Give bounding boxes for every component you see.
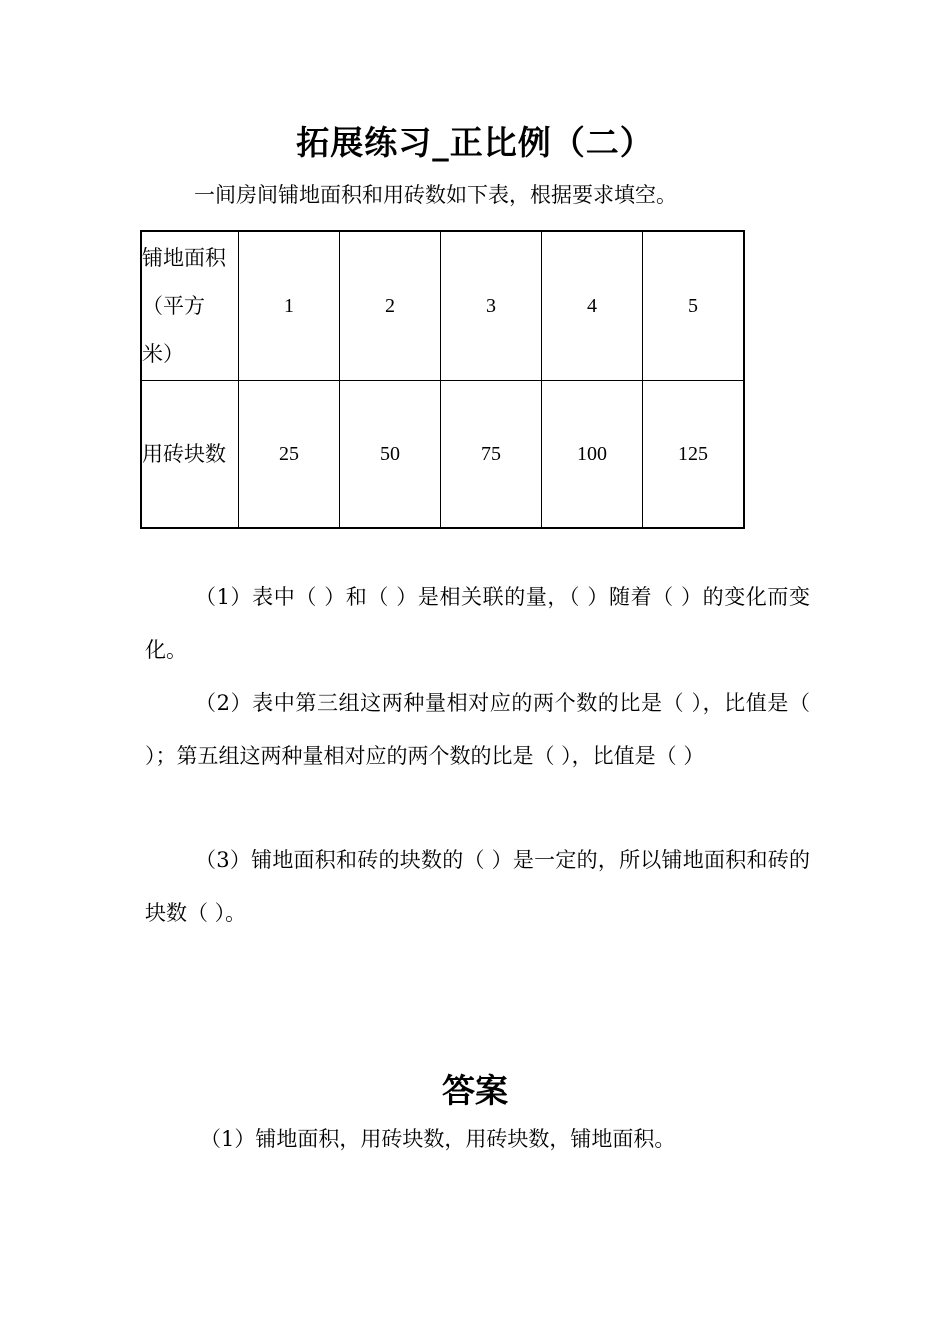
table-cell: 4: [542, 231, 643, 381]
table-cell: 1: [239, 231, 340, 381]
row-header-line: 铺地面积: [142, 246, 226, 270]
question-2: （2）表中第三组这两种量相对应的两个数的比是（ ），比值是（ ）；第五组这两种量相对应的两个数的比是（ ），比值是（ ）: [145, 691, 810, 768]
table-row: [141, 381, 744, 529]
page-title: 拓展练习_正比例（二）: [296, 123, 654, 162]
intro-text: 一间房间铺地面积和用砖数如下表，根据要求填空。: [194, 183, 677, 207]
question-3: （3）铺地面积和砖的块数的（ ）是一定的，所以铺地面积和砖的块数（ ）。: [145, 848, 810, 925]
table-cell: 50: [340, 381, 441, 529]
question-1: （1）表中（ ）和（ ）是相关联的量，（ ）随着（ ）的变化而变化。: [145, 585, 810, 662]
table-cell: 100: [542, 381, 643, 529]
data-table: [140, 230, 745, 529]
row-header-bricks: 用砖块数: [141, 381, 239, 529]
row-header-area: [141, 231, 239, 381]
table-row: [141, 231, 744, 381]
table-cell: 2: [340, 231, 441, 381]
table-cell: 25: [239, 381, 340, 529]
table-cell: 125: [643, 381, 745, 529]
answer-title: 答案: [442, 1071, 508, 1110]
table-cell: 5: [643, 231, 745, 381]
row-header-line: 米）: [142, 342, 184, 366]
row-header-line: （平方: [142, 294, 205, 318]
table-cell: 3: [441, 231, 542, 381]
table-cell: 75: [441, 381, 542, 529]
answer-1: （1）铺地面积，用砖块数，用砖块数，铺地面积。: [200, 1127, 676, 1151]
